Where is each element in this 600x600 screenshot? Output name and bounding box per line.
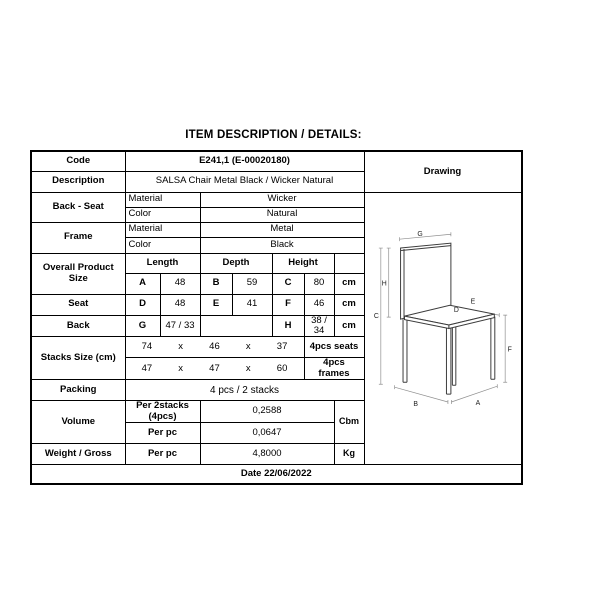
volume-per-stacks-label: Per 2stacks (4pcs): [125, 401, 200, 423]
stacks-row1-note: 4pcs seats: [304, 337, 364, 358]
code-label: Code: [31, 151, 125, 171]
dim-b-value: 59: [232, 273, 272, 294]
frame-label: Frame: [31, 222, 125, 253]
dim-a-key: A: [125, 273, 160, 294]
dim-label-a: A: [475, 400, 480, 408]
stacks-label: Stacks Size (cm): [31, 337, 125, 380]
dim-label-e: E: [470, 298, 475, 306]
dim-b-key: B: [200, 273, 232, 294]
stacks2-sep2: x: [245, 362, 251, 374]
stacks1-d2: 46: [209, 341, 220, 353]
stacks1-sep2: x: [245, 341, 251, 353]
chair-outline: [400, 243, 494, 394]
overall-size-label: Overall Product Size: [31, 253, 125, 294]
date-value: Date 22/06/2022: [31, 465, 522, 484]
seat-label: Seat: [31, 294, 125, 315]
back-unit: cm: [334, 315, 364, 337]
drawing-header: Drawing: [364, 151, 522, 192]
stacks2-sep1: x: [178, 362, 184, 374]
length-header: Length: [125, 253, 200, 273]
back-label: Back: [31, 315, 125, 337]
dim-a-value: 48: [160, 273, 200, 294]
packing-label: Packing: [31, 380, 125, 401]
drawing-area: [364, 192, 522, 465]
dim-e-key: E: [200, 294, 232, 315]
chair-drawing: [368, 199, 518, 454]
stacks-row2-values: [125, 358, 304, 380]
frame-color-value: Black: [200, 237, 364, 253]
dim-label-h: H: [381, 280, 387, 288]
code-value: E241,1 (E-00020180): [125, 151, 364, 171]
dim-e-value: 41: [232, 294, 272, 315]
stacks1-d3: 37: [276, 341, 288, 353]
stacks1-d1: 74: [141, 341, 153, 353]
stacks2-d3: 60: [276, 362, 288, 374]
stacks-row1-values: [125, 337, 304, 358]
weight-value: 4,8000: [200, 444, 334, 465]
dim-label-c: C: [373, 313, 379, 321]
dim-d-key: D: [125, 294, 160, 315]
dim-c-value: 80: [304, 273, 334, 294]
dim-label-g: G: [416, 231, 423, 239]
row-code: [31, 151, 522, 171]
weight-label: Weight / Gross: [31, 444, 125, 465]
dim-h-key: H: [272, 315, 304, 337]
weight-unit: Kg: [334, 444, 364, 465]
stacks2-d2: 47: [209, 362, 220, 374]
back-row-spacer: [200, 315, 272, 337]
overall-unit: cm: [334, 273, 364, 294]
packing-value: 4 pcs / 2 stacks: [125, 380, 364, 401]
back-seat-color-value: Natural: [200, 207, 364, 222]
stacks2-d1: 47: [141, 362, 153, 374]
description-value: SALSA Chair Metal Black / Wicker Natural: [125, 171, 364, 192]
seat-unit: cm: [334, 294, 364, 315]
row-back-seat-material: [31, 192, 522, 207]
dim-label-f: F: [507, 346, 512, 354]
item-spec-table: [30, 150, 523, 485]
dim-label-d: D: [453, 307, 459, 315]
back-seat-material-value: Wicker: [200, 192, 364, 207]
page-title: ITEM DESCRIPTION / DETAILS:: [185, 129, 362, 141]
volume-label: Volume: [31, 401, 125, 444]
frame-material-value: Metal: [200, 222, 364, 237]
volume-unit: Cbm: [334, 401, 364, 444]
stacks1-sep1: x: [178, 341, 184, 353]
volume-per-stacks-value: 0,2588: [200, 401, 334, 423]
dim-label-b: B: [412, 401, 418, 409]
dim-g-key: G: [125, 315, 160, 337]
back-seat-color-label: Color: [125, 207, 200, 222]
row-date: [31, 465, 522, 484]
size-header-spacer: [334, 253, 364, 273]
height-header: Height: [272, 253, 334, 273]
back-seat-label: Back - Seat: [31, 192, 125, 222]
dim-c-key: C: [272, 273, 304, 294]
frame-color-label: Color: [125, 237, 200, 253]
dim-g-value: 47 / 33: [160, 315, 200, 337]
stacks-row2-note: 4pcs frames: [304, 358, 364, 380]
dim-d-value: 48: [160, 294, 200, 315]
depth-header: Depth: [200, 253, 272, 273]
weight-per-pc-label: Per pc: [125, 444, 200, 465]
description-label: Description: [31, 171, 125, 192]
dim-h-value: 38 / 34: [304, 315, 334, 337]
volume-per-pc-value: 0,0647: [200, 423, 334, 444]
frame-material-label: Material: [125, 222, 200, 237]
volume-per-pc-label: Per pc: [125, 423, 200, 444]
dim-f-key: F: [272, 294, 304, 315]
dim-f-value: 46: [304, 294, 334, 315]
back-seat-material-label: Material: [125, 192, 200, 207]
